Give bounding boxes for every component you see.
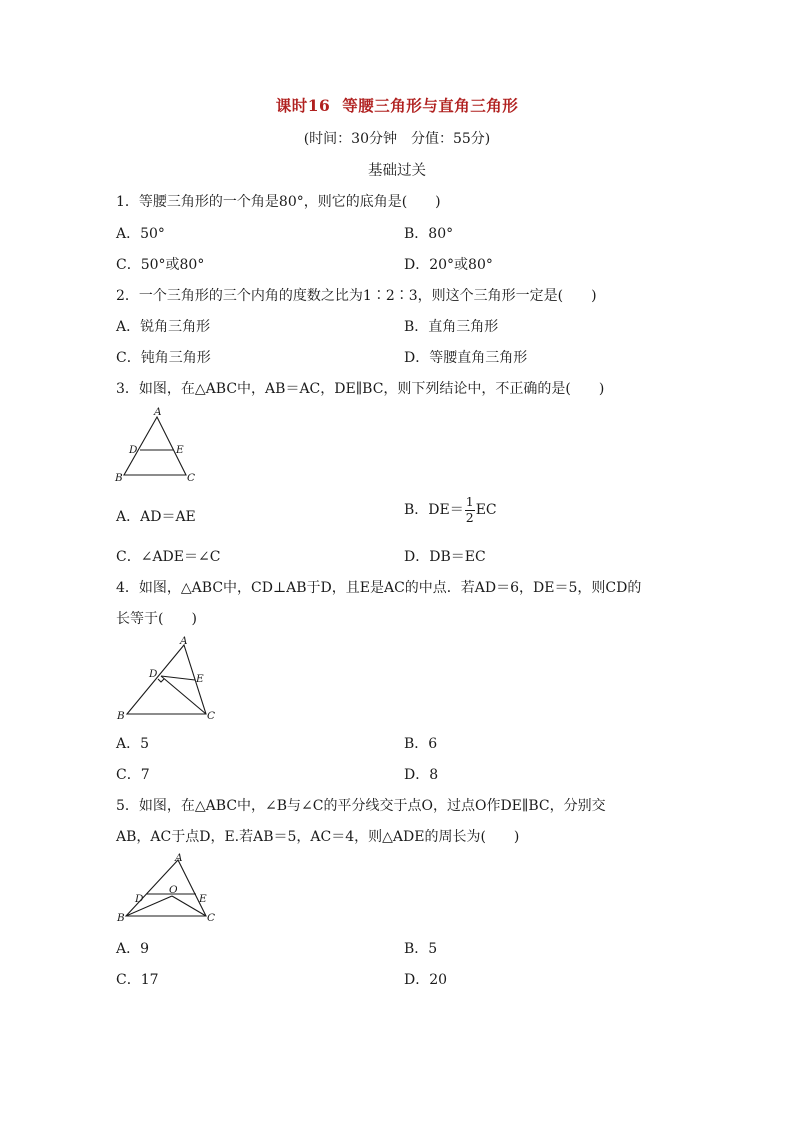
lesson-title: 等腰三角形与直角三角形 [342, 96, 519, 115]
q3-option-b-suffix: EC [475, 502, 497, 518]
question-5-figure [114, 850, 224, 930]
q3-label-b: B [115, 472, 123, 484]
q4-right-angle-mark [158, 679, 164, 682]
q3-fraction-one-half [465, 496, 475, 524]
q4-segment-de [161, 676, 195, 680]
question-4-option-d: D．8 [404, 767, 439, 783]
q3-label-e: E [176, 444, 184, 456]
q3-option-b-prefix: B．DE＝ [404, 502, 464, 518]
question-4-stem-line1: 4．如图，△ABC中，CD⊥AB于D，且E是AC的中点．若AD＝6，DE＝5，则CD的 [116, 580, 642, 596]
lesson-title-heading [0, 94, 794, 116]
question-2-option-b: B．直角三角形 [404, 319, 499, 335]
q5-label-b: B [117, 912, 125, 924]
question-5-option-c: C．17 [116, 972, 159, 988]
question-1-option-a: A．50° [116, 226, 165, 242]
question-5-stem-line2: AB，AC于点D，E.若AB＝5，AC＝4，则△ADE的周长为( ) [116, 829, 520, 845]
q3-fraction-numerator: 1 [465, 494, 474, 509]
question-4-option-b: B．6 [404, 736, 438, 752]
question-3-figure [114, 405, 204, 485]
question-4-option-c: C．7 [116, 767, 150, 783]
question-2-stem: 2．一个三角形的三个内角的度数之比为1∶2∶3，则这个三角形一定是( ) [116, 288, 597, 304]
q4-label-c: C [207, 710, 216, 722]
section-heading: 基础过关 [368, 163, 426, 179]
question-3-stem: 3．如图，在△ABC中，AB＝AC，DE∥BC，则下列结论中，不正确的是( ) [116, 381, 605, 397]
q3-label-a: A [154, 406, 162, 418]
time-score-info: (时间：30分钟 分值：55分) [303, 131, 491, 147]
question-2-option-c: C．钝角三角形 [116, 350, 211, 366]
question-3-option-b [404, 496, 497, 524]
question-1-option-b: B．80° [404, 226, 454, 242]
q3-fraction-denominator: 2 [465, 509, 474, 525]
q5-label-e: E [199, 893, 207, 905]
question-3-option-a: A．AD＝AE [116, 509, 196, 525]
q3-label-c: C [187, 472, 196, 484]
q4-label-e: E [196, 673, 204, 685]
q3-label-d: D [129, 444, 138, 456]
question-1-option-d: D．20°或80° [404, 257, 493, 273]
question-5-stem-line1: 5．如图，在△ABC中，∠B与∠C的平分线交于点O，过点O作DE∥BC，分别交 [116, 798, 606, 814]
q4-label-a: A [180, 635, 188, 647]
q5-label-a: A [175, 852, 183, 864]
question-5-option-d: D．20 [404, 972, 448, 988]
question-2-option-a: A．锐角三角形 [116, 319, 211, 335]
q4-label-b: B [117, 710, 125, 722]
q4-label-d: D [149, 668, 158, 680]
question-1-stem: 1．等腰三角形的一个角是80°，则它的底角是( ) [116, 194, 441, 210]
question-2-option-d: D．等腰直角三角形 [404, 350, 528, 366]
question-5-option-b: B．5 [404, 941, 438, 957]
question-5-option-a: A．9 [116, 941, 150, 957]
question-3-option-c: C．∠ADE＝∠C [116, 549, 221, 565]
question-4-option-a: A．5 [116, 736, 150, 752]
q5-label-o: O [169, 884, 178, 896]
q5-label-c: C [207, 912, 216, 924]
question-3-option-d: D．DB＝EC [404, 549, 486, 565]
question-4-stem-line2: 长等于( ) [116, 611, 197, 627]
q5-bisector-bo [126, 896, 172, 916]
question-1-option-c: C．50°或80° [116, 257, 205, 273]
lesson-number: 课时16 [275, 96, 331, 115]
q5-triangle-abc [126, 860, 206, 916]
question-4-figure [114, 635, 224, 723]
q5-label-d: D [135, 893, 144, 905]
